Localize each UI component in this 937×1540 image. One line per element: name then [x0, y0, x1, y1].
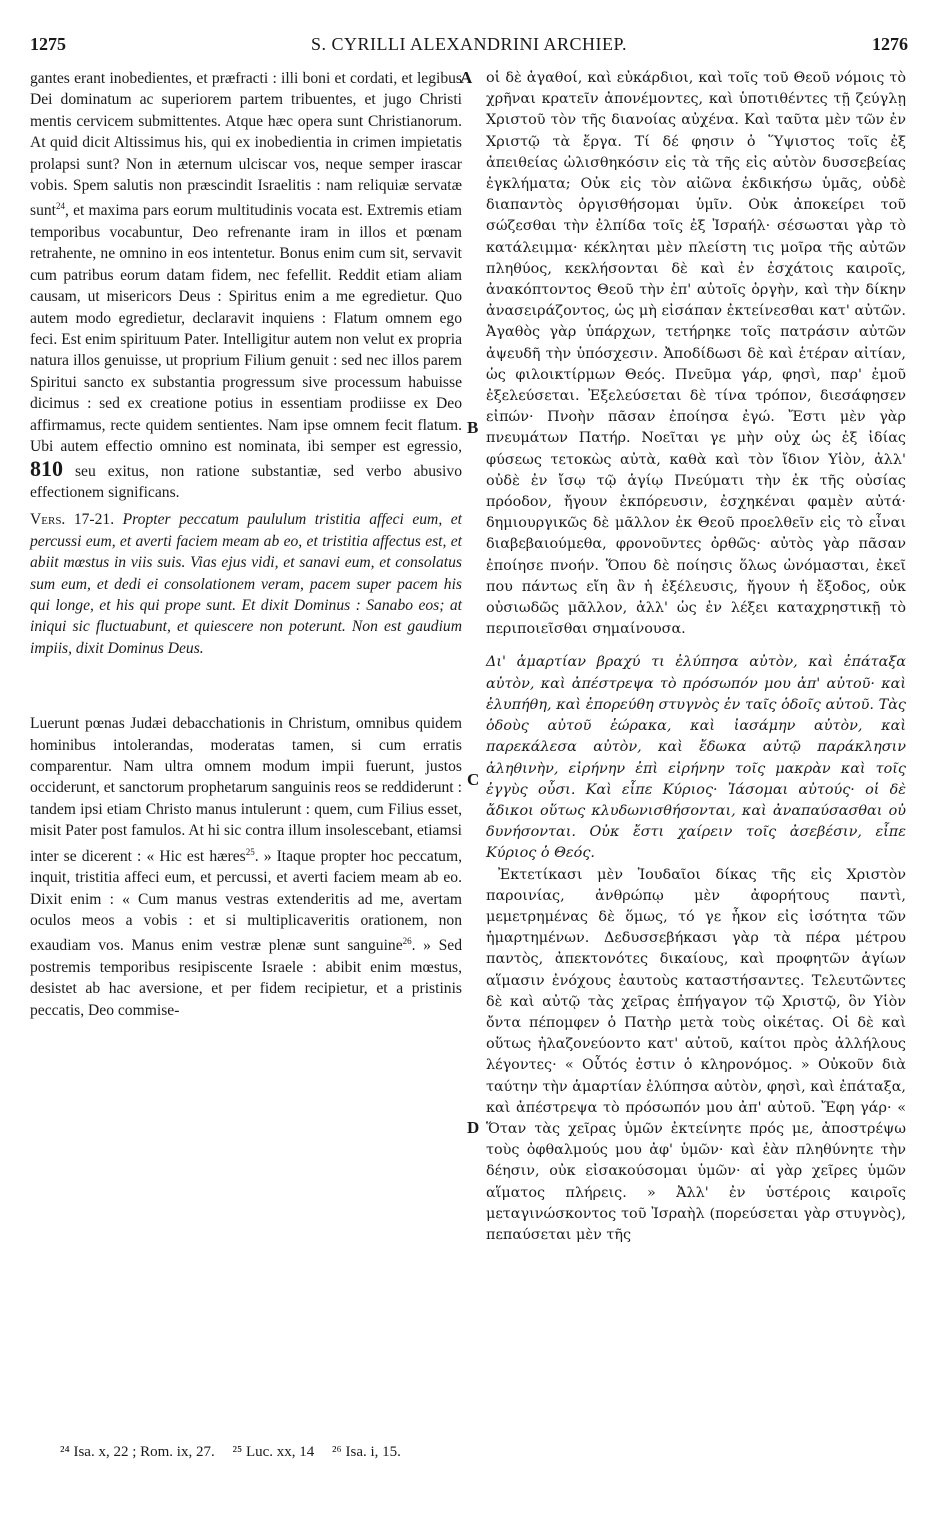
column-number: 810 — [30, 455, 63, 481]
greek-paragraph-1: οἱ δὲ ἀγαθοί, καὶ εὐκάρδιοι, καὶ τοῖς τοῦ Θεοῦ νόμοις τὸ χρῆναι κρατεῖν ἀπονέμοντες, καὶ ὑποτιθέντες τῇ ζεύγλῃ Χριστοῦ τὸν τῆς διανοίας αὐχένα. Καὶ ταῦτα μὲν τῶν ἐν Χριστῷ τὰ ἔργα. Τί δέ φησιν ὁ Ὕψιστος τοῖς ἐξ ἀπειθείας ὠλισθηκόσιν εἰς τὰ τῆς εἰς αὐτὸν δυσσεβείας ἐγκλήματα; Οὐκ εἰς τὸν αἰῶνα ἐκδικήσω ὑμᾶς, οὐδὲ διαπαντὸς ὀργισθήσομαι ὑμῖν. Οὐκ ἀποκείρει τοῦ σώζεσθαι τὴν ἐλπίδα τοῖς ἐξ Ἰσραήλ· σέσωσται γὰρ τὸ κατάλειμμα· κέκληται μὲν πλείστη τις μοῖρα τῆς αὐτῶν πληθύος, κεκλήσονται δὲ καὶ ἐν ἐσχάτοις καιροῖς, ἀνακόπτοντος Θεοῦ τὴν ἐπ' αὐτοῖς ὀργὴν, καὶ τὴν δίκην ἀνασειράζοντος, ὡς μὴ εἰσάπαν ἐκτείνεσθαι κατ' αὐτῶν. Ἀγαθὸς γὰρ ὑπάρχων, τετήρηκε τοῖς πατράσιν αὐτῶν ἀψευδῆ τὴν ὑπόσχεσιν. Ἀποδίδωσι δὲ καὶ ἑτέραν αἰτίαν, ὡς φιλοικτίρμων Θεός. Πνεῦμα γάρ, φησὶ, παρ' ἐμοῦ ἐξελεύσεται. Ἐξελεύσεται δὲ τίνα τρόπον, διεσάφησεν εἰπών· Πνοὴν πᾶσαν ἐποίησα ἐγώ. Ἔστι μὲν γὰρ πνευμάτων Πατήρ. Νοεῖται γε μὴν οὐχ ὡς ἐξ ἰδίας φύσεως τετοκὼς αὐτὰ, καθὰ καὶ τὸν ἴδιον Υἱὸν, ἀλλ' οὐδὲ ἐν ἴσῳ τῷ ἁγίῳ Πνεύματι τὴν ἐκ τῆς οὐσίας πρόοδον, ἤγουν ἐκπόρευσιν, ἐσχηκέναι φαμὲν αὐτά· δημιουργικῶς δὲ μᾶλλον ἐκ Θεοῦ προελθεῖν εἰς τὸ εἶναι διαβεβαιούμεθα, φρονοῦντες ὀρθῶς· αὐτὸς γὰρ πᾶσαν ἐποίησε πνοήν. Ὅπου δὲ ποίησις ὅλως ὠνόμασται, ἐκεῖ που πάντως εἴη ἂν ἡ ἐξέλευσις, ἤγουν ἡ ἔξοδος, οὐκ οὐσιωδῶς μᾶλλον, ἀλλ' ὡς ἐν λέξει καταχρηστικῇ τὸ περιποιεῖσθαι σημαίνουσα. — [486, 70, 906, 638]
page-header — [30, 34, 908, 58]
latin-text: . » Itaque propter hoc peccatum, inquit, tristitia affeci eum, et percussi, et averti faciem meam ab eo. Dixit enim : « Cum manus vestras extenderitis ad me, avertam oculos meos a vobis : et si multiplicaveritis orationem, non exaudiam vos. Manus enim vestræ plenæ sunt sanguine — [30, 847, 462, 955]
margin-marker-c: C — [467, 770, 480, 789]
latin-text: Luerunt pœnas Judæi debacchationis in Christum, omnibus quidem hominibus intolerandas, moderatas tamen, si cum erratis comparentur. Nam ultra omnem modum impii fuerunt, justos occiderunt, et sanctorum prophetarum sanguinis reos se reddiderunt : tandem ipsi etiam Christo manus intulerunt : quem, cum Filius esset, misit Pater post famulos. At hi sic contra illum insolescebant, etiamsi inter se dicerent : « Hic est hæres — [30, 715, 462, 865]
page-number-right: 1276 — [872, 34, 908, 54]
greek-commentary: Ἐκτετίκασι μὲν Ἰουδαῖοι δίκας τῆς εἰς Χριστὸν παροινίας, ἀνθρώπῳ μὲν ἀφορήτους παντὶ, μεμετρημένας δὲ ὅμως, τό γε ἧκον εἰς ἰσότητα τῶν ἡμαρτημένων. Δεδυσσεβήκασι γὰρ τὰ πέρα μέτρου παντὸς, ἀπεκτονότες δικαίους, καὶ προφητῶν ἁγίων αἵμασιν ἐνόχους ἑαυτοὺς καταστήσαντες. Τελευτῶντες δὲ καὶ αὐτῷ τὰς χεῖρας ἐπήγαγον τῷ Χριστῷ, ὃν Υἱὸν ὄντα πέπομφεν ὁ Πατὴρ μετὰ τοὺς οἰκέτας. Οἱ δὲ καὶ οὕτως ἠλαζονεύοντο κατ' αὐτοῦ, καίτοι πρὸς ἀλλήλους λέγοντες· « Οὗτός ἐστιν ὁ κληρονόμος. » Οὐκοῦν διὰ ταύτην τὴν ἁμαρτίαν ἐλύπησα αὐτὸν, φησὶ, καὶ ἐπάταξα, καὶ ἀπέστρεψα τὸ πρόσωπόν μου ἀπ' αὐτοῦ. Ἔφη γάρ· « Ὅταν τὰς χεῖρας ὑμῶν ἐκτείνητε πρός με, ἀποστρέψω τοὺς ὀφθαλμούς μου ἀφ' ὑμῶν· καὶ ἐὰν πληθύνητε τὴν δέησιν, οὐκ εἰσακούσομαι ὑμῶν· αἱ γὰρ χεῖρες ὑμῶν αἵματος πλήρεις. » Ἀλλ' ἐν ὑστέροις καιροῖς μεταγινώσκοντος τοῦ Ἰσραὴλ (πορεύσεται γὰρ στυγνὸς), πεπαύσεται μὲν τῆς — [486, 866, 906, 1243]
footnote-ref: 26 — [402, 936, 412, 947]
latin-column — [30, 68, 462, 1021]
latin-text: , et maxima pars eorum multitudinis vocata est. Extremis etiam temporibus vocabuntur, Deo refrenante iram in illos et pœnam retrahente, ne omnino in eos intentetur. Bonus enim cum sit, servavit cum patribus eorum datam fidem, nec fefellit. Reddit etiam aliam causam, ut misericors Deus : Spiritus enim a me egredietur. Quo autem modo egredietur, declaravit inquiens : Flatum omnem ego feci. Est enim spirituum Pater. Intelligitur autem non velut ex propria natura illos genuisse, ut proprium Filium genuit : sed nec illos parem Spiritui sancto ex substantia progressum sive processum habuisse dicimus : sed ex creatione potius in essentiam prodiisse ex Deo affirmamus, recte quidem sentientes. Nam ipse omnem fecit flatum. Ubi autem effectio omnino est nominata, ibi semper est egressio, — [30, 202, 462, 456]
footnote-26: ²⁶ Isa. i, 15. — [332, 1444, 401, 1460]
latin-paragraph-1 — [30, 68, 462, 503]
margin-marker-d: D — [467, 1118, 480, 1137]
latin-text: gantes erant inobedientes, et præfracti : illi boni et cordati, et legibus Dei dominatum ac superiorem partem tribuentes, et jugo Christi mentis cervicem submittentes. Atque hæc opera sunt Christianorum. At quid dicit Altissimus his, qui ex inobedientia in crimen impietatis prolapsi sunt? Non in æternum ulciscar vos, neque semper irascar vobis. Spem salutis non præscindit Israelitis : nam reliquiæ servatæ sunt — [30, 70, 462, 220]
latin-text: . » Sed postremis temporibus resipiscente Israele : abibit enim mœstus, desistet ab hac aversione, et per fidem recipietur, et a pristinis peccatis, Deo commise- — [30, 937, 462, 1019]
footnote-24: ²⁴ Isa. x, 22 ; Rom. ix, 27. — [60, 1444, 215, 1460]
margin-marker-a: A — [460, 68, 473, 87]
margin-marker-b: B — [467, 418, 479, 437]
latin-text: seu exitus, non ratione substantiæ, sed verbo abusivo effectionem significans. — [30, 462, 462, 501]
footnote-ref: 24 — [56, 201, 65, 212]
latin-commentary — [30, 713, 462, 1021]
greek-column — [486, 68, 906, 1246]
greek-verse: Δι' ἁμαρτίαν βραχύ τι ἐλύπησα αὐτὸν, καὶ ἐπάταξα αὐτὸν, καὶ ἀπέστρεψα τὸ πρόσωπόν μου ἀπ' αὐτοῦ· καὶ ἐλυπήθη, καὶ ἐπορεύθη στυγνὸς ἐν ταῖς ὁδοῖς αὐτοῦ. Τὰς ὁδοὺς αὐτοῦ ἑώρακα, καὶ ἰασάμην αὐτὸν, καὶ παρεκάλεσα αὐτὸν, καὶ ἔδωκα αὐτῷ παράκλησιν ἀληθινὴν, εἰρήνην ἐπὶ εἰρήνην τοῖς μακρὰν καὶ τοῖς ἐγγὺς οὖσι. Καὶ εἶπε Κύριος· Ἰάσομαι αὐτούς· οἱ δὲ ἄδικοι οὕτως κλυδωνισθήσονται, καὶ ἀναπαύσασθαι οὐ δυνήσονται. Οὐκ ἔστι χαίρειν τοῖς ἀσεβέσιν, εἶπε Κύριος ὁ Θεός. — [486, 654, 906, 862]
verse-text: Propter peccatum paululum tristitia affeci eum, et percussi eum, et averti faciem meam ab eo, et tristitia affectus est, et abiit mœstus in viis suis. Vias ejus vidi, et sanavi eum, et consolatus sum eum, et dedi ei consolationem veram, pacem super pacem his qui longe, et his qui prope sunt. Et dixit Dominus : Sanabo eos; at iniqui sic fluctuabunt, et quiescere non poterunt. Non est gaudium impiis, dixit Dominus Deus. — [30, 511, 462, 657]
footnote-ref: 25 — [245, 846, 255, 857]
page-number-left: 1275 — [30, 34, 66, 54]
latin-verse — [30, 509, 462, 659]
footnotes — [60, 1444, 860, 1461]
verse-label: Vers. 17-21. — [30, 511, 115, 529]
footnote-25: ²⁵ Luc. xx, 14 — [232, 1444, 315, 1460]
running-title: S. CYRILLI ALEXANDRINI ARCHIEP. — [310, 34, 627, 54]
